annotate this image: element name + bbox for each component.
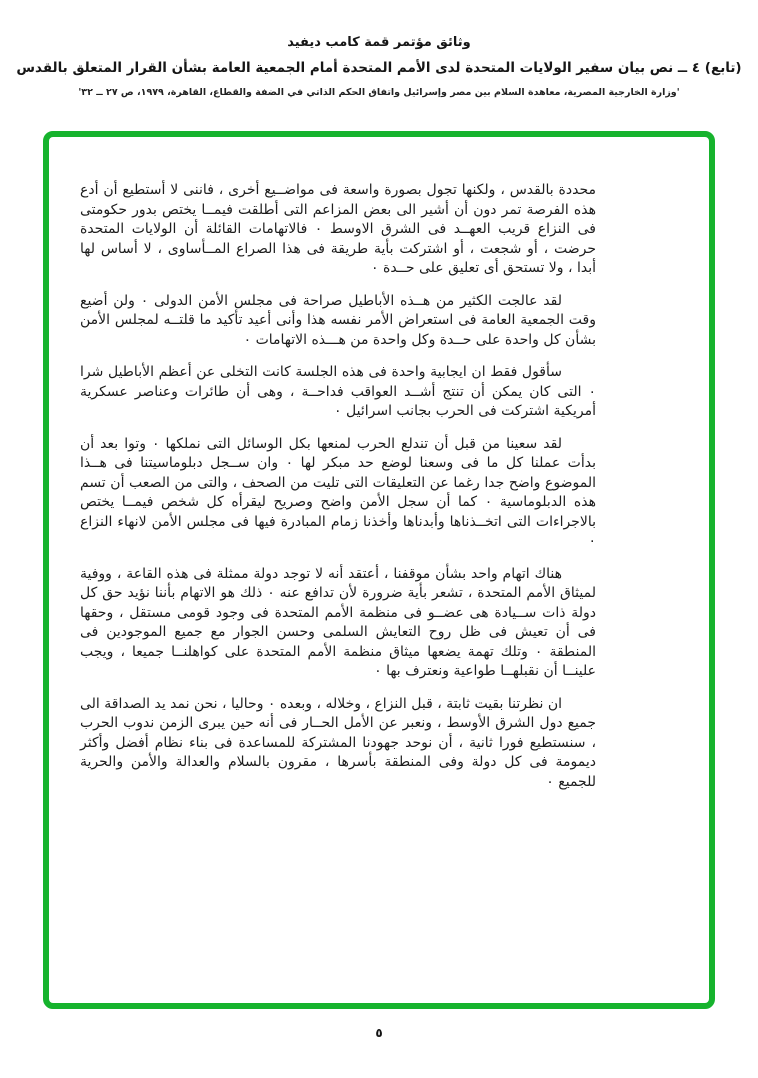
document-body-text <box>80 181 596 805</box>
paragraph: هناك اتهام واحد بشأن موقفنا ، أعتقد أنه لا توجد دولة ممثلة فى هذه القاعة ، ووفية لميثاق الأمم المتحدة ، تشعر بأية ضرورة لأن تدافع عنه ٠ ذلك هو الاتهام بأننا نؤيد حق كل دولة ذات ســيادة هى عضــو فى منظمة الأمم المتحدة فى وجود قومى مستقل ، وحقها فى أن تعيش فى ظل روح التعايش السلمى وحسن الجوار مع جميع الموجودين فى المنطقة ٠ وتلك تهمة يضعها ميثاق منظمة الأمم المتحدة على كواهلنــا جميعا ، ويجب علينــا أن نقبلهــا طواعية ونعترف بها ٠ <box>80 565 597 679</box>
paragraph: ان نظرتنا بقيت ثابتة ، قبل النزاع ، وخلاله ، وبعده ٠ وحاليا ، نحن نمد يد الصداقة الى جميع دول الشرق الأوسط ، ونعبر عن الأمل الحــار فى أنه حين يبرى الزمن ندوب الحرب ، سنستطيع فورا ثانية ، أن نوحد جهودنا المشتركة للمساعدة فى بناء نظام أفضل وأكثر ديمومة فى كل دولة وفى المنطقة بأسرها ، مقرون بالسلام والعدالة والأمن والحرية للجميع ٠ <box>80 695 596 790</box>
paragraph: محددة بالقدس ، ولكنها تجول بصورة واسعة فى مواضــيع أخرى ، فاننى لا أستطيع أن أدع هذه الفرصة تمر دون أن أشير الى بعض المزاعم التى أطلقت فيمــا يختص بدور حكومتى فى النزاع قريب العهــد فى الشرق الاوسط ٠ فالاتهامات القائلة أن الولايات المتحدة حرضت ، أو شجعت ، أو اشتركت بأية طريقة فى هذا الصراع المــأساوى ، لا أساس لها أبدا ، ولا تستحق أى تعليق على حــدة ٠ <box>80 182 596 276</box>
document-title: (تابع) ٤ ــ نص بيان سفير الولايات المتحدة لدى الأمم المتحدة أمام الجمعية العامة بشأن القرار المتعلق بالقدس <box>16 60 742 76</box>
document-source-citation: 'وزارة الخارجية المصرية، معاهدة السلام بين مصر وإسرائيل واتفاق الحكم الذاتي في الضفة والقطاع، القاهرة، ١٩٧٩، ص ٢٧ ــ ٣٢' <box>78 87 680 98</box>
paragraph: لقد عالجت الكثير من هــذه الأباطيل صراحة فى مجلس الأمن الدولى ٠ ولن أضيع وقت الجمعية العامة فى استعراض الأمر نفسه هذا وأنى أعيد تأكيد ما قلتــه لمجلس الأمن بشأن كل واحدة على حــدة وكل واحدة من هـــذه الاتهامات ٠ <box>80 292 596 348</box>
paragraph: لقد سعينا من قبل أن تندلع الحرب لمنعها بكل الوسائل التى نملكها ٠ وتوا بعد أن بدأت عملنا كل ما فى وسعنا لوضع حد مبكر لها ٠ وان ســجل دبلوماسيتنا فى هــذا الموضوع واضح جدا رغما عن التعليقات التى تليت من الصحف ، والتى من الصعب أن تسم هذه الدبلوماسية ٠ كما أن سجل الأمن واضح وصريح ليقرأه كل شخص فيمــا يختص بالاجراءات التى اتخــذناها وأبدناها وأخذنا زمام المبادرة فيها فى مجلس الأمن لانهاء النزاع ٠ <box>80 435 596 549</box>
document-header <box>0 35 758 98</box>
paragraph: سأقول فقط ان ايجابية واحدة فى هذه الجلسة كانت التخلى عن أعظم الأباطيل شرا ٠ التى كان يمكن أن تنتج أشــد العواقب فداحــة ، وهى أن طائرات وعناصر عسكرية أمريكية اشتركت فى الحرب بجانب اسرائيل ٠ <box>80 364 596 419</box>
document-series-title: وثائق مؤتمر قمة كامب ديفيد <box>287 35 471 50</box>
page-number: ٥ <box>375 1026 383 1040</box>
